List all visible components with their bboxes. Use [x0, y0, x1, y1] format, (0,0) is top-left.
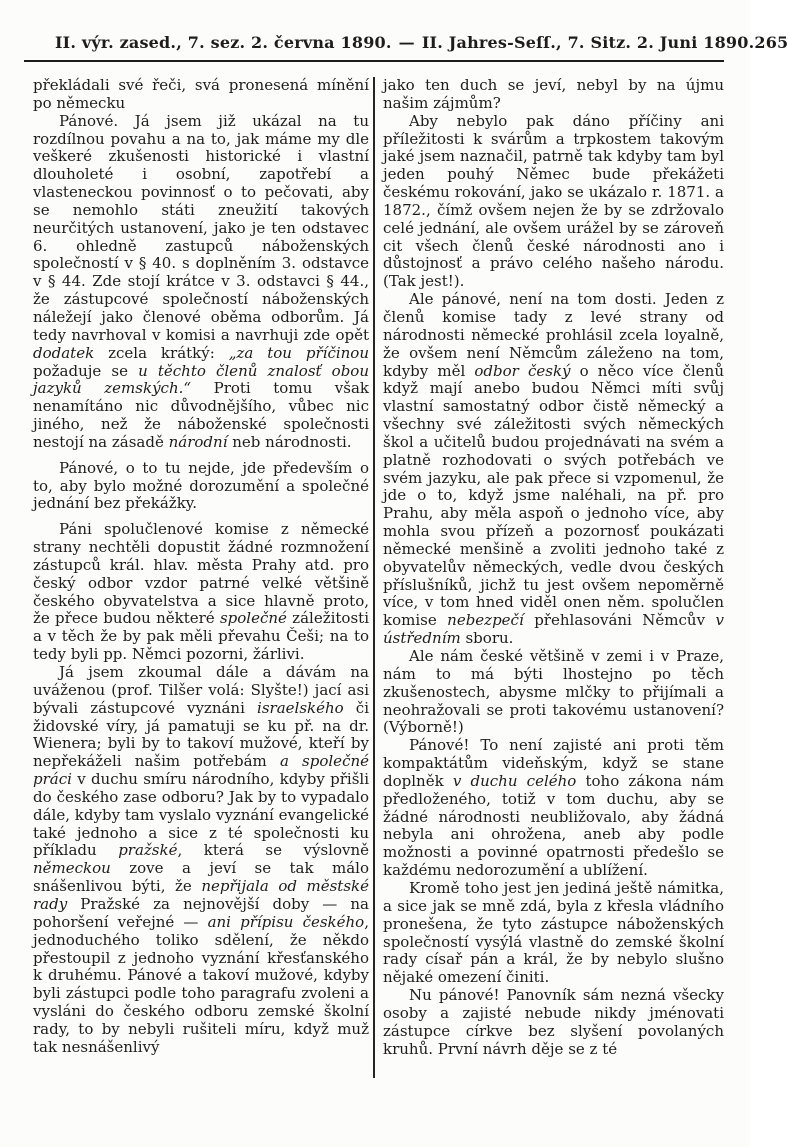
paragraph: [383, 113, 724, 291]
italic-text-run: u těchto členů znalosť obou jazyků zemských.“: [33, 361, 369, 398]
text-run: Pražské za nejnovější doby — na pohoršení veřejné —: [33, 894, 369, 931]
paragraph: [383, 880, 724, 987]
italic-text-run: israelského: [257, 698, 344, 717]
paragraph: [383, 291, 724, 648]
paragraph: [33, 113, 369, 452]
italic-text-run: „za tou příčinou: [228, 343, 369, 362]
italic-text-run: v ústředním: [383, 611, 724, 648]
paragraph: [33, 521, 369, 664]
text-run: překládali své řeči, svá pronesená mínění po německu: [33, 76, 369, 112]
text-run: jako ten duch se jeví, nebyl by na újmu našim zájmům?: [383, 76, 724, 112]
italic-text-run: společné: [219, 609, 287, 628]
text-run: Proti tomu však nenamítáno nic důvodnějšího, vůbec nic jiného, než že náboženské společnosti nestojí na zásadě: [33, 379, 369, 451]
text-run: sboru.: [460, 629, 514, 648]
text-run: Aby nebylo pak dáno příčiny ani příležitosti k svárům a trpkostem takovým jaké jsem naznačil, patrně tak kdyby tam byl jeden pouhý Němec bude překážeti českému rokování, jako se ukázalo r. 1871. a 1872., čímž ovšem nejen že by se zdržovalo celé jednání, ale ovšem urážel by se zároveň cit všech členů české národnosti ano i důstojnosť a právo celého našeho národu. (Tak jest!).: [383, 111, 724, 291]
italic-text-run: německou: [33, 859, 111, 878]
italic-text-run: a společné práci: [33, 752, 370, 789]
text-run: toho zákona nám předloženého, totiž v tom duchu, aby se žádné národnosti neubližovalo, aby žádná nebyla ani ohrožena, aneb aby podle možnosti a povinné opatrnosti předešlo se každému nedorozumění a ublížení.: [383, 771, 724, 880]
text-run: Páni spolučlenové komise z německé strany nechtěli dopustit žádné rozmnožení zástupců král. hlav. města Prahy atd. pro český odbor vzdor patrné velké většině českého obyvatelstva a sice hlavně proto, že přece budou některé: [33, 520, 369, 628]
text-run: Já jsem zkoumal dále a dávám na uváženou (prof. Tilšer volá: Slyšte!) jací asi bývali zástupcové vyznáni: [33, 663, 369, 717]
page-number: 265: [754, 33, 788, 52]
text-run: Ale nám české většině v zemi i v Praze, nám to má býti lhostejno po těch zkušenostech, abysme mlčky to přijímali a neohražovali se proti takovému ustanovení? (Výborně!): [383, 647, 724, 737]
text-run: Kromě toho jest jen jediná ještě námitka, a sice jak se mně zdá, byla z křesla vládního pronešena, že tyto zástupce náboženských společností vysýlá vlastně do zemské školní rady císař pán a král, že by nebylo slušno nějaké omezení činiti.: [383, 878, 724, 987]
paragraph: [383, 737, 724, 880]
text-run: neb národnosti.: [227, 432, 352, 451]
text-run: , jednoduchého toliko sdělení, že někdo přestoupil z jednoho vyznání křesťanského k druhému. Pánové a takoví mužové, kdyby byli zástupci podle toho paragrafu zvoleni a vysláni do českého odboru zemské školní rady, to by nebyli rušiteli míru, když muž tak nesnášenlivý: [33, 912, 369, 1056]
paragraph: [33, 77, 369, 113]
text-run: požaduje se: [33, 361, 139, 380]
text-run: záležitosti a v těch že by pak měli převahu Češi; na to tedy byli pp. Němci pozorni, žárlivi.: [33, 609, 369, 664]
italic-text-run: odbor český: [474, 361, 571, 380]
text-run: přehlasováni Němcův: [523, 611, 716, 630]
text-run: Ale pánové, není na tom dosti. Jeden z členů komise tady z levé strany od národnosti německé prohlásil zcela loyalně, že ovšem není Němcům záleženo na tom, kdyby měl: [383, 290, 724, 380]
italic-text-run: v duchu celého: [452, 771, 577, 790]
text-run: Pánové. Já jsem již ukázal na tu rozdílnou povahu a na to, jak máme my dle veškeré zkušenosti historické i vlastní dlouholeté i osobní, zapotřebí a vlasteneckou povinnosť o to pečovati, aby se nemohlo státi zneužití takových neurčitých ustanovení, jako je ten odstavec 6. ohledně zastupců náboženských společností v § 40. s doplněním 3. odstavce v § 44. Zde stojí krátce v 3. odstavci § 44., že zástupcové společností náboženských náležejí jako členové oběma odborům. Já tedy navrhoval v komisi a navrhuji zde opět: [33, 111, 369, 344]
header-rule: [24, 60, 724, 62]
italic-text-run: pražské: [118, 841, 178, 860]
text-run: zove a jeví se tak málo snášenlivou býti, že: [33, 859, 369, 896]
text-run: v duchu smíru národního, kdyby přišli do českého zase odboru? Jak by to vypadalo dále, kdyby tam vyslalo vyznání evangelické také jednoho a sice z té společnosti ku příkladu: [33, 770, 369, 860]
text-run: , která se výslovně: [177, 841, 369, 860]
text-run: Pánové, o to tu nejde, jde především o to, aby bylo možné dorozumění a společné jednání bez překážky.: [33, 458, 369, 513]
italic-text-run: ani přípisu českého: [207, 912, 365, 931]
italic-text-run: národní: [168, 432, 228, 451]
italic-text-run: nepřijala od městské rady: [33, 877, 369, 913]
header-separator: —: [398, 33, 415, 52]
header-czech-session: II. výr. zased., 7. sez. 2. června 1890.: [55, 33, 392, 52]
header-german-session: II. Jahres-Seſſ., 7. Sitz. 2. Juni 1890.: [421, 33, 755, 52]
paragraph: [33, 460, 369, 514]
paragraph: [33, 664, 369, 1057]
text-run: či židovské víry, já pamatuji se ku př. na dr. Wienera; byli by to takoví mužové, kteří by nepřekáželi našim potřebám: [33, 698, 370, 771]
right-column: [383, 77, 724, 1081]
text-columns: [33, 77, 724, 1081]
paragraph: [383, 77, 724, 113]
text-run: zcela krátký:: [94, 343, 229, 362]
text-run: Pánové! To není zajisté ani proti těm kompaktátům videňským, když se stane doplněk: [383, 736, 724, 790]
page-header: [38, 33, 788, 52]
text-run: Nu pánové! Panovník sám nezná všecky osoby a zajisté nebude nikdy jménovati zástupce církve bez slyšení povolaných kruhů. První návrh děje se z té: [383, 986, 724, 1058]
text-run: o něco více členů když mají anebo budou Němci míti svůj vlastní samostatný odbor čistě německý a všechny své záležitosti svých německých škol a učitelů budou projednávati na svém a platně rozhodovati o svých potřebách ve svém jazyku, ale pak přece si vzpomenul, že jde o to, když jsme naléhali, na př. pro Prahu, aby měla aspoň o jednoho více, aby mohla svou přízeň a pozornosť poukázati německé menšině a zvoliti jednoho také z obyvatelův německých, vedle dvou českých příslušníků, jichž tu jest ovšem nepoměrně více, v tom hned viděl onen něm. spolučlen komise: [383, 361, 724, 630]
paragraph: [383, 987, 724, 1058]
column-divider-rule: [373, 77, 375, 1078]
left-column: [33, 77, 369, 1081]
italic-text-run: dodatek: [33, 343, 95, 362]
italic-text-run: nebezpečí: [447, 611, 524, 630]
paragraph: [383, 648, 724, 737]
